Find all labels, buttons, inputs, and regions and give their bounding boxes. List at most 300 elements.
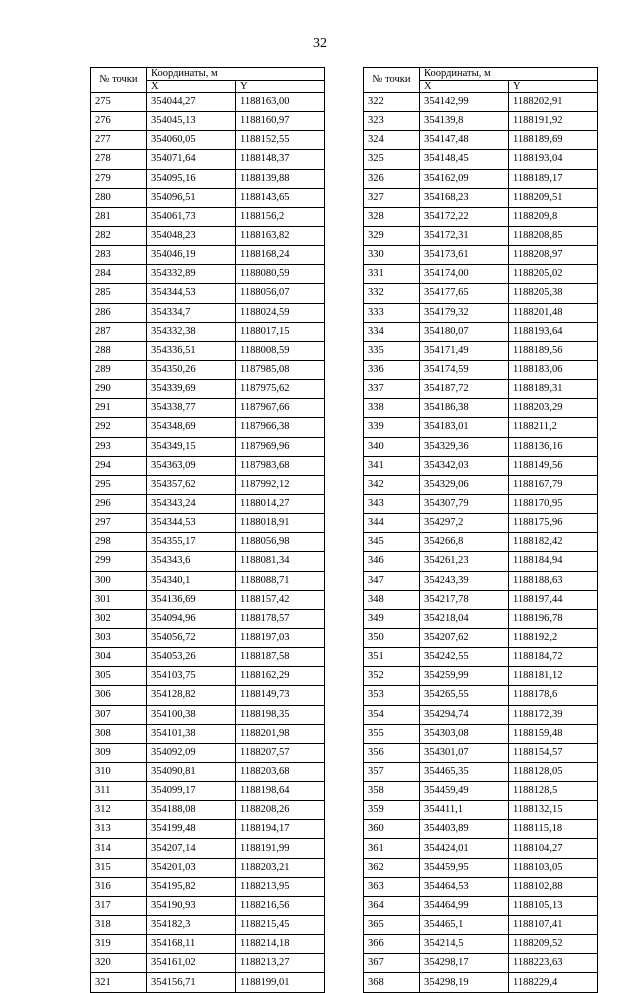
x-coordinate-cell: 354294,74 (420, 705, 509, 724)
table-row (91, 303, 325, 322)
y-coordinate-cell: 1188197,03 (236, 628, 325, 647)
y-coordinate-cell: 1188189,17 (509, 169, 598, 188)
point-number-cell: 320 (91, 954, 147, 973)
point-number-cell: 356 (364, 743, 420, 762)
x-coordinate-cell: 354182,3 (147, 916, 236, 935)
y-coordinate-cell: 1188017,15 (236, 322, 325, 341)
point-number-cell: 292 (91, 418, 147, 437)
table-row (364, 877, 598, 896)
point-number-cell: 363 (364, 877, 420, 896)
y-coordinate-cell: 1188189,69 (509, 131, 598, 150)
point-number-cell: 308 (91, 724, 147, 743)
table-row (364, 533, 598, 552)
table-row (91, 877, 325, 896)
x-coordinate-cell: 354177,65 (420, 284, 509, 303)
table-row (91, 150, 325, 169)
table-row (91, 743, 325, 762)
y-coordinate-cell: 1188105,13 (509, 896, 598, 915)
point-number-cell: 295 (91, 475, 147, 494)
x-coordinate-cell: 354171,49 (420, 341, 509, 360)
y-coordinate-cell: 1188160,97 (236, 112, 325, 131)
point-number-cell: 329 (364, 226, 420, 245)
point-number-cell: 276 (91, 112, 147, 131)
point-number-cell: 282 (91, 226, 147, 245)
header-point-number: № точки (364, 68, 420, 93)
point-number-cell: 296 (91, 494, 147, 513)
y-coordinate-cell: 1188202,91 (509, 93, 598, 112)
table-row (364, 150, 598, 169)
point-number-cell: 278 (91, 150, 147, 169)
x-coordinate-cell: 354214,5 (420, 935, 509, 954)
x-coordinate-cell: 354201,03 (147, 858, 236, 877)
y-coordinate-cell: 1188216,56 (236, 896, 325, 915)
point-number-cell: 368 (364, 973, 420, 992)
table-row (91, 724, 325, 743)
x-coordinate-cell: 354338,77 (147, 399, 236, 418)
y-coordinate-cell: 1188156,2 (236, 207, 325, 226)
header-x: X (147, 81, 236, 93)
point-number-cell: 297 (91, 514, 147, 533)
table-row (364, 705, 598, 724)
x-coordinate-cell: 354156,71 (147, 973, 236, 992)
table-row (91, 667, 325, 686)
x-coordinate-cell: 354094,96 (147, 609, 236, 628)
table-row (364, 475, 598, 494)
y-coordinate-cell: 1187967,66 (236, 399, 325, 418)
x-coordinate-cell: 354464,99 (420, 896, 509, 915)
point-number-cell: 350 (364, 628, 420, 647)
x-coordinate-cell: 354101,38 (147, 724, 236, 743)
table-row (91, 782, 325, 801)
y-coordinate-cell: 1188192,2 (509, 628, 598, 647)
table-row (91, 820, 325, 839)
y-coordinate-cell: 1188175,96 (509, 514, 598, 533)
table-row (91, 341, 325, 360)
x-coordinate-cell: 354180,07 (420, 322, 509, 341)
point-number-cell: 314 (91, 839, 147, 858)
point-number-cell: 309 (91, 743, 147, 762)
x-coordinate-cell: 354136,69 (147, 590, 236, 609)
y-coordinate-cell: 1188139,88 (236, 169, 325, 188)
y-coordinate-cell: 1188167,79 (509, 475, 598, 494)
table-body-left (91, 93, 325, 993)
x-coordinate-cell: 354048,23 (147, 226, 236, 245)
x-coordinate-cell: 354459,49 (420, 782, 509, 801)
x-coordinate-cell: 354096,51 (147, 188, 236, 207)
x-coordinate-cell: 354053,26 (147, 648, 236, 667)
point-number-cell: 352 (364, 667, 420, 686)
y-coordinate-cell: 1188198,64 (236, 782, 325, 801)
y-coordinate-cell: 1188088,71 (236, 571, 325, 590)
y-coordinate-cell: 1188209,52 (509, 935, 598, 954)
point-number-cell: 334 (364, 322, 420, 341)
table-row (364, 93, 598, 112)
point-number-cell: 348 (364, 590, 420, 609)
x-coordinate-cell: 354465,1 (420, 916, 509, 935)
table-row (364, 686, 598, 705)
x-coordinate-cell: 354188,08 (147, 801, 236, 820)
table-row (364, 552, 598, 571)
table-row (91, 571, 325, 590)
table-row (91, 456, 325, 475)
point-number-cell: 283 (91, 246, 147, 265)
y-coordinate-cell: 1188209,8 (509, 207, 598, 226)
x-coordinate-cell: 354411,1 (420, 801, 509, 820)
table-row (364, 571, 598, 590)
x-coordinate-cell: 354339,69 (147, 380, 236, 399)
point-number-cell: 315 (91, 858, 147, 877)
table-row (91, 265, 325, 284)
point-number-cell: 289 (91, 360, 147, 379)
table-row (91, 418, 325, 437)
point-number-cell: 294 (91, 456, 147, 475)
table-row (364, 360, 598, 379)
table-row (364, 609, 598, 628)
y-coordinate-cell: 1188184,72 (509, 648, 598, 667)
y-coordinate-cell: 1188149,56 (509, 456, 598, 475)
header-y: Y (236, 81, 325, 93)
point-number-cell: 288 (91, 341, 147, 360)
table-row (364, 628, 598, 647)
y-coordinate-cell: 1188103,05 (509, 858, 598, 877)
table-row (364, 207, 598, 226)
x-coordinate-cell: 354340,1 (147, 571, 236, 590)
y-coordinate-cell: 1188080,59 (236, 265, 325, 284)
table-row (91, 801, 325, 820)
x-coordinate-cell: 354179,32 (420, 303, 509, 322)
x-coordinate-cell: 354161,02 (147, 954, 236, 973)
table-row (91, 590, 325, 609)
table-row (364, 916, 598, 935)
table-row (364, 399, 598, 418)
x-coordinate-cell: 354044,27 (147, 93, 236, 112)
point-number-cell: 301 (91, 590, 147, 609)
table-row (91, 935, 325, 954)
y-coordinate-cell: 1188193,64 (509, 322, 598, 341)
x-coordinate-cell: 354060,05 (147, 131, 236, 150)
table-row (91, 609, 325, 628)
point-number-cell: 358 (364, 782, 420, 801)
y-coordinate-cell: 1188215,45 (236, 916, 325, 935)
table-row (91, 686, 325, 705)
x-coordinate-cell: 354298,17 (420, 954, 509, 973)
table-row (91, 839, 325, 858)
point-number-cell: 298 (91, 533, 147, 552)
x-coordinate-cell: 354459,95 (420, 858, 509, 877)
point-number-cell: 310 (91, 762, 147, 781)
table-row (364, 648, 598, 667)
table-row (364, 743, 598, 762)
table-row (91, 93, 325, 112)
y-coordinate-cell: 1188198,35 (236, 705, 325, 724)
y-coordinate-cell: 1188213,95 (236, 877, 325, 896)
table-row (364, 590, 598, 609)
point-number-cell: 318 (91, 916, 147, 935)
point-number-cell: 317 (91, 896, 147, 915)
table-row (364, 858, 598, 877)
y-coordinate-cell: 1188205,38 (509, 284, 598, 303)
table-row (91, 188, 325, 207)
x-coordinate-cell: 354343,6 (147, 552, 236, 571)
point-number-cell: 344 (364, 514, 420, 533)
table-row (364, 131, 598, 150)
table-row (91, 322, 325, 341)
y-coordinate-cell: 1188182,42 (509, 533, 598, 552)
table-row (364, 226, 598, 245)
x-coordinate-cell: 354329,06 (420, 475, 509, 494)
point-number-cell: 355 (364, 724, 420, 743)
table-row (91, 475, 325, 494)
x-coordinate-cell: 354303,08 (420, 724, 509, 743)
point-number-cell: 364 (364, 896, 420, 915)
x-coordinate-cell: 354350,26 (147, 360, 236, 379)
y-coordinate-cell: 1188181,12 (509, 667, 598, 686)
point-number-cell: 345 (364, 533, 420, 552)
point-number-cell: 365 (364, 916, 420, 935)
y-coordinate-cell: 1188104,27 (509, 839, 598, 858)
table-row (364, 973, 598, 992)
x-coordinate-cell: 354147,48 (420, 131, 509, 150)
point-number-cell: 313 (91, 820, 147, 839)
point-number-cell: 343 (364, 494, 420, 513)
point-number-cell: 322 (364, 93, 420, 112)
point-number-cell: 328 (364, 207, 420, 226)
x-coordinate-cell: 354139,8 (420, 112, 509, 131)
y-coordinate-cell: 1188170,95 (509, 494, 598, 513)
y-coordinate-cell: 1188203,29 (509, 399, 598, 418)
x-coordinate-cell: 354174,59 (420, 360, 509, 379)
point-number-cell: 321 (91, 973, 147, 992)
y-coordinate-cell: 1188191,99 (236, 839, 325, 858)
point-number-cell: 291 (91, 399, 147, 418)
x-coordinate-cell: 354186,38 (420, 399, 509, 418)
y-coordinate-cell: 1187975,62 (236, 380, 325, 399)
x-coordinate-cell: 354329,36 (420, 437, 509, 456)
table-row (91, 552, 325, 571)
y-coordinate-cell: 1188152,55 (236, 131, 325, 150)
y-coordinate-cell: 1188223,63 (509, 954, 598, 973)
point-number-cell: 300 (91, 571, 147, 590)
x-coordinate-cell: 354095,16 (147, 169, 236, 188)
point-number-cell: 279 (91, 169, 147, 188)
y-coordinate-cell: 1188196,78 (509, 609, 598, 628)
table-row (91, 246, 325, 265)
y-coordinate-cell: 1188205,02 (509, 265, 598, 284)
table-row (91, 399, 325, 418)
point-number-cell: 284 (91, 265, 147, 284)
x-coordinate-cell: 354266,8 (420, 533, 509, 552)
y-coordinate-cell: 1188081,34 (236, 552, 325, 571)
point-number-cell: 335 (364, 341, 420, 360)
y-coordinate-cell: 1188188,63 (509, 571, 598, 590)
x-coordinate-cell: 354199,48 (147, 820, 236, 839)
table-row (364, 762, 598, 781)
x-coordinate-cell: 354218,04 (420, 609, 509, 628)
table-row (91, 648, 325, 667)
point-number-cell: 319 (91, 935, 147, 954)
table-row (364, 418, 598, 437)
y-coordinate-cell: 1187985,08 (236, 360, 325, 379)
y-coordinate-cell: 1188187,58 (236, 648, 325, 667)
y-coordinate-cell: 1188102,88 (509, 877, 598, 896)
table-row (364, 820, 598, 839)
y-coordinate-cell: 1188115,18 (509, 820, 598, 839)
page-number: 32 (313, 36, 327, 51)
x-coordinate-cell: 354343,24 (147, 494, 236, 513)
table-row (364, 169, 598, 188)
table-row (364, 341, 598, 360)
table-row (364, 188, 598, 207)
x-coordinate-cell: 354100,38 (147, 705, 236, 724)
table-row (91, 284, 325, 303)
x-coordinate-cell: 354307,79 (420, 494, 509, 513)
point-number-cell: 347 (364, 571, 420, 590)
y-coordinate-cell: 1188136,16 (509, 437, 598, 456)
table-row (91, 169, 325, 188)
y-coordinate-cell: 1187992,12 (236, 475, 325, 494)
y-coordinate-cell: 1188191,92 (509, 112, 598, 131)
x-coordinate-cell: 354056,72 (147, 628, 236, 647)
y-coordinate-cell: 1188159,48 (509, 724, 598, 743)
y-coordinate-cell: 1188024,59 (236, 303, 325, 322)
point-number-cell: 327 (364, 188, 420, 207)
table-row (91, 207, 325, 226)
y-coordinate-cell: 1187983,68 (236, 456, 325, 475)
y-coordinate-cell: 1188199,01 (236, 973, 325, 992)
x-coordinate-cell: 354174,00 (420, 265, 509, 284)
point-number-cell: 337 (364, 380, 420, 399)
y-coordinate-cell: 1188143,65 (236, 188, 325, 207)
point-number-cell: 285 (91, 284, 147, 303)
point-number-cell: 323 (364, 112, 420, 131)
y-coordinate-cell: 1188132,15 (509, 801, 598, 820)
table-row (91, 360, 325, 379)
y-coordinate-cell: 1188014,27 (236, 494, 325, 513)
table-body-right (364, 93, 598, 993)
table-row (364, 935, 598, 954)
table-row (364, 724, 598, 743)
y-coordinate-cell: 1188154,57 (509, 743, 598, 762)
x-coordinate-cell: 354344,53 (147, 284, 236, 303)
y-coordinate-cell: 1188008,59 (236, 341, 325, 360)
x-coordinate-cell: 354342,03 (420, 456, 509, 475)
table-row (364, 303, 598, 322)
point-number-cell: 305 (91, 667, 147, 686)
y-coordinate-cell: 1188194,17 (236, 820, 325, 839)
x-coordinate-cell: 354142,99 (420, 93, 509, 112)
y-coordinate-cell: 1188207,57 (236, 743, 325, 762)
y-coordinate-cell: 1188208,85 (509, 226, 598, 245)
y-coordinate-cell: 1188149,73 (236, 686, 325, 705)
x-coordinate-cell: 354243,39 (420, 571, 509, 590)
x-coordinate-cell: 354348,69 (147, 418, 236, 437)
x-coordinate-cell: 354465,35 (420, 762, 509, 781)
table-row (91, 514, 325, 533)
table-row (91, 112, 325, 131)
point-number-cell: 332 (364, 284, 420, 303)
point-number-cell: 324 (364, 131, 420, 150)
y-coordinate-cell: 1188208,26 (236, 801, 325, 820)
y-coordinate-cell: 1188183,06 (509, 360, 598, 379)
x-coordinate-cell: 354355,17 (147, 533, 236, 552)
table-row (364, 456, 598, 475)
point-number-cell: 302 (91, 609, 147, 628)
table-row (91, 380, 325, 399)
x-coordinate-cell: 354207,62 (420, 628, 509, 647)
x-coordinate-cell: 354172,31 (420, 226, 509, 245)
x-coordinate-cell: 354045,13 (147, 112, 236, 131)
point-number-cell: 277 (91, 131, 147, 150)
x-coordinate-cell: 354344,53 (147, 514, 236, 533)
point-number-cell: 336 (364, 360, 420, 379)
y-coordinate-cell: 1188162,29 (236, 667, 325, 686)
point-number-cell: 306 (91, 686, 147, 705)
y-coordinate-cell: 1188193,04 (509, 150, 598, 169)
table-row (91, 954, 325, 973)
y-coordinate-cell: 1188157,42 (236, 590, 325, 609)
y-coordinate-cell: 1188201,48 (509, 303, 598, 322)
table-row (364, 514, 598, 533)
x-coordinate-cell: 354099,17 (147, 782, 236, 801)
x-coordinate-cell: 354190,93 (147, 896, 236, 915)
y-coordinate-cell: 1188203,68 (236, 762, 325, 781)
x-coordinate-cell: 354092,09 (147, 743, 236, 762)
point-number-cell: 330 (364, 246, 420, 265)
y-coordinate-cell: 1188018,91 (236, 514, 325, 533)
y-coordinate-cell: 1187966,38 (236, 418, 325, 437)
x-coordinate-cell: 354183,01 (420, 418, 509, 437)
y-coordinate-cell: 1188168,24 (236, 246, 325, 265)
y-coordinate-cell: 1188229,4 (509, 973, 598, 992)
point-number-cell: 367 (364, 954, 420, 973)
table-row (91, 916, 325, 935)
x-coordinate-cell: 354162,09 (420, 169, 509, 188)
point-number-cell: 341 (364, 456, 420, 475)
x-coordinate-cell: 354168,11 (147, 935, 236, 954)
header-x: X (420, 81, 509, 93)
table-row (364, 896, 598, 915)
y-coordinate-cell: 1188056,07 (236, 284, 325, 303)
table-row (91, 494, 325, 513)
x-coordinate-cell: 354332,89 (147, 265, 236, 284)
x-coordinate-cell: 354298,19 (420, 973, 509, 992)
coordinates-table-right (363, 67, 598, 993)
point-number-cell: 281 (91, 207, 147, 226)
y-coordinate-cell: 1188203,21 (236, 858, 325, 877)
table-row (364, 667, 598, 686)
y-coordinate-cell: 1187969,96 (236, 437, 325, 456)
table-row (364, 246, 598, 265)
x-coordinate-cell: 354464,53 (420, 877, 509, 896)
table-row (364, 954, 598, 973)
point-number-cell: 293 (91, 437, 147, 456)
point-number-cell: 333 (364, 303, 420, 322)
table-row (364, 839, 598, 858)
point-number-cell: 303 (91, 628, 147, 647)
y-coordinate-cell: 1188107,41 (509, 916, 598, 935)
point-number-cell: 349 (364, 609, 420, 628)
header-point-number: № точки (91, 68, 147, 93)
y-coordinate-cell: 1188209,51 (509, 188, 598, 207)
point-number-cell: 312 (91, 801, 147, 820)
point-number-cell: 338 (364, 399, 420, 418)
y-coordinate-cell: 1188214,18 (236, 935, 325, 954)
table-row (91, 533, 325, 552)
x-coordinate-cell: 354090,81 (147, 762, 236, 781)
y-coordinate-cell: 1188056,98 (236, 533, 325, 552)
y-coordinate-cell: 1188197,44 (509, 590, 598, 609)
x-coordinate-cell: 354297,2 (420, 514, 509, 533)
